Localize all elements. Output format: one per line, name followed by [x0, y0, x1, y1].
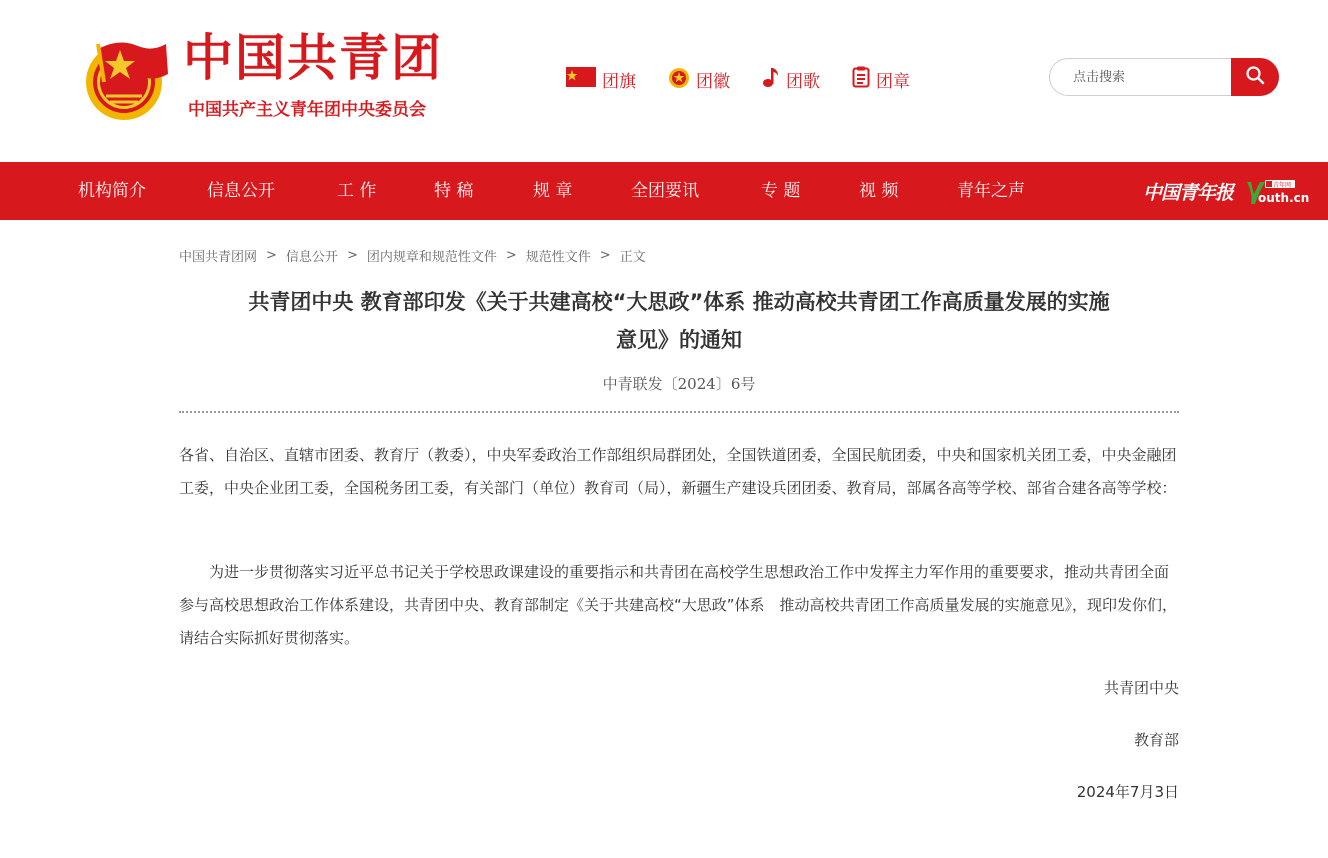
- nav-item-regulations[interactable]: 规 章: [533, 181, 573, 201]
- breadcrumb-separator: >: [505, 248, 517, 263]
- search-icon: [1245, 65, 1265, 89]
- breadcrumb-separator: >: [266, 248, 277, 263]
- search-input[interactable]: [1050, 59, 1232, 95]
- quick-link-label: 团章: [876, 71, 910, 92]
- search-button[interactable]: [1231, 58, 1279, 96]
- site-header: [0, 0, 1328, 162]
- youth-cn-logo[interactable]: [1245, 176, 1310, 206]
- nav-item-video[interactable]: 视 频: [859, 181, 899, 201]
- breadcrumb-home[interactable]: 中国共青团网: [179, 250, 258, 265]
- partner-logos: [1143, 175, 1310, 207]
- quick-link-flag[interactable]: [566, 67, 636, 92]
- main-nav: [0, 162, 1328, 220]
- quick-link-label: 团徽: [696, 71, 730, 92]
- flag-icon: [566, 67, 596, 91]
- nav-item-topics[interactable]: 专 题: [761, 181, 801, 201]
- publish-date: 2024年7月3日: [1076, 783, 1179, 801]
- nav-item-news[interactable]: 全团要讯: [631, 181, 699, 201]
- nav-item-about[interactable]: 机构简介: [78, 181, 146, 201]
- quick-link-label: 团歌: [786, 71, 820, 92]
- article-title-line: 共青团中央 教育部印发《关于共建高校“大思政”体系 推动高校共青团工作高质量发展的实施: [248, 290, 1110, 314]
- china-youth-daily-logo[interactable]: 中国青年报: [1143, 181, 1234, 204]
- recipients-paragraph: 各省、自治区、直辖市团委、教育厅（教委），中央军委政治工作部组织局群团处，全国铁道团委，全国民航团委，中央和国家机关团工委，中央金融团工委，中央企业团工委，全国税务团工委，有关部门（单位）教育司（局），新疆生产建设兵团团委、教育局，部属各高等学校、部省合建各高等学校：: [179, 446, 1177, 497]
- site-subtitle: 中国共产主义青年团中央委员会: [188, 100, 426, 120]
- quick-link-charter[interactable]: [852, 66, 910, 92]
- breadcrumb-separator: >: [346, 248, 358, 263]
- document-icon: [852, 66, 870, 92]
- site-title[interactable]: 中国共青团: [183, 28, 443, 87]
- body-paragraph: 为进一步贯彻落实习近平总书记关于学校思政课建设的重要指示和共青团在高校学生思想政治工作中发挥主力军作用的重要要求，推动共青团全面参与高校思想政治工作体系建设，共青团中央、教育部制定《关于共建高校“大思政”体系 推动高校共青团工作高质量发展的实施意见》，现印发你们，请结合实际抓好贯彻落实。: [179, 563, 1178, 647]
- breadcrumb-disclosure[interactable]: 信息公开: [285, 250, 338, 265]
- signatory-youth-league: 共青团中央: [1103, 679, 1179, 697]
- nav-item-youth-voice[interactable]: 青年之声: [957, 181, 1025, 201]
- document-number: 中青联发〔2024〕6号: [602, 375, 756, 393]
- nav-item-disclosure[interactable]: 信息公开: [207, 181, 275, 201]
- title-divider: [179, 411, 1179, 413]
- music-note-icon: [762, 66, 780, 92]
- article-title-line: 意见》的通知: [616, 328, 742, 352]
- nav-item-work[interactable]: 工 作: [337, 181, 377, 201]
- article-title: [179, 283, 1179, 359]
- quick-link-label: 团旗: [602, 71, 636, 92]
- quick-links: [566, 64, 942, 94]
- breadcrumb-normative-docs[interactable]: 规范性文件: [525, 250, 591, 265]
- breadcrumb-regulations[interactable]: 团内规章和规范性文件: [366, 250, 497, 265]
- svg-text:outh.cn: outh.cn: [1258, 191, 1310, 205]
- search-box: [1049, 58, 1279, 96]
- quick-link-emblem[interactable]: [668, 66, 730, 92]
- youth-league-emblem-icon[interactable]: [80, 30, 170, 122]
- breadcrumb: [179, 246, 646, 265]
- signatory-ministry-education: 教育部: [1133, 731, 1179, 749]
- nav-item-features[interactable]: 特 稿: [434, 181, 474, 201]
- breadcrumb-current: 正文: [619, 250, 646, 265]
- svg-text:青年网: 青年网: [1273, 182, 1292, 189]
- breadcrumb-separator: >: [599, 248, 611, 263]
- emblem-icon: [668, 66, 690, 92]
- quick-link-anthem[interactable]: [762, 66, 820, 92]
